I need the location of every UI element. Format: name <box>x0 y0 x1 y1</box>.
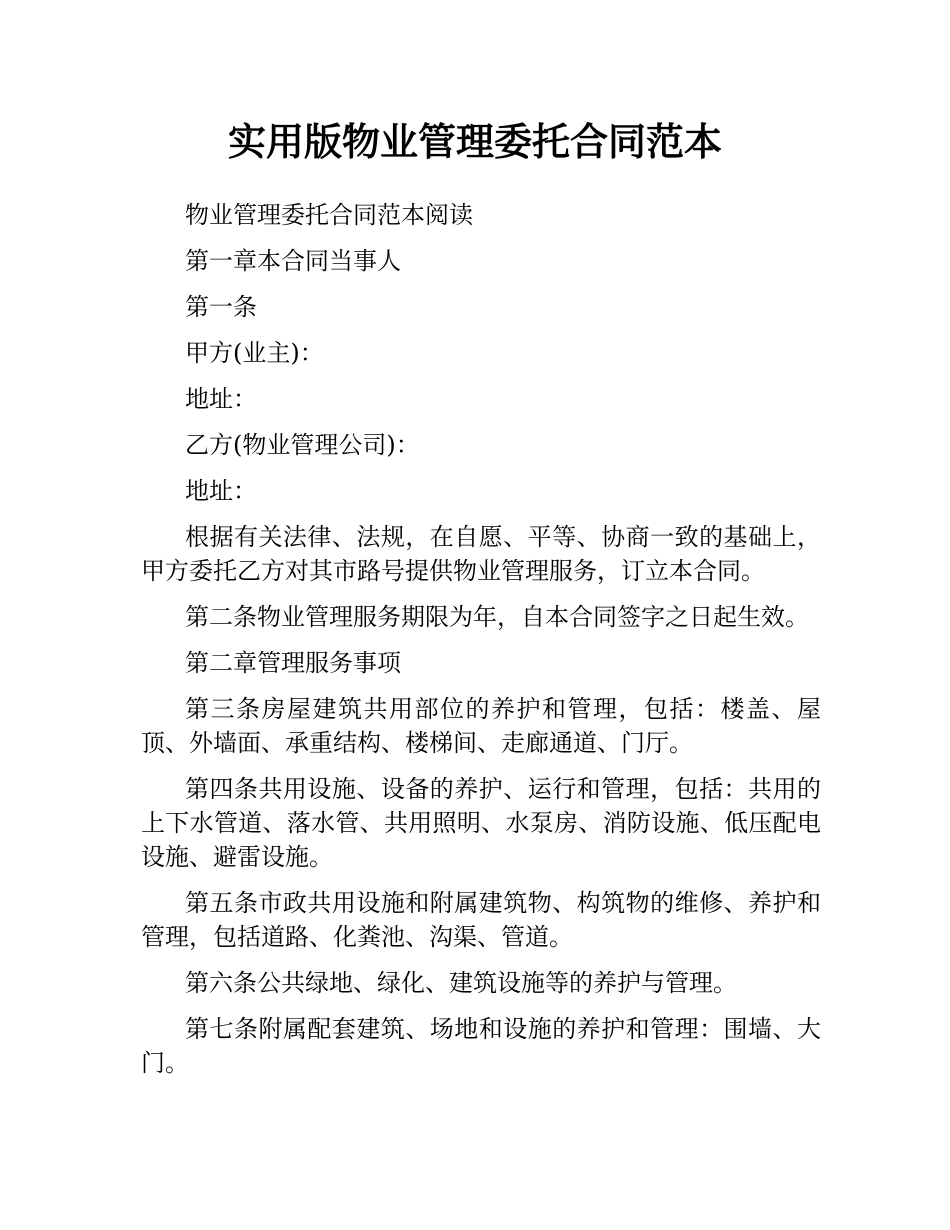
party-a-address-line: 地址： <box>185 385 257 413</box>
chapter-1-heading: 第一章本合同当事人 <box>185 247 401 275</box>
article-5: 第五条市政共用设施和附属建筑物、构筑物的维修、养护和管理，包括道路、化粪池、沟渠、管道。 <box>141 889 821 951</box>
party-b-address-line: 地址： <box>185 477 257 505</box>
article-6: 第六条公共绿地、绿化、建筑设施等的养护与管理。 <box>185 969 737 997</box>
article-2: 第二条物业管理服务期限为年，自本合同签字之日起生效。 <box>185 603 809 631</box>
article-7: 第七条附属配套建筑、场地和设施的养护和管理：围墙、大门。 <box>141 1015 821 1077</box>
document-title: 实用版物业管理委托合同范本 <box>227 120 722 164</box>
party-a-line: 甲方(业主)： <box>185 339 324 367</box>
article-1-heading: 第一条 <box>185 293 257 321</box>
party-b-line: 乙方(物业管理公司)： <box>185 431 420 459</box>
document-body <box>141 198 821 1092</box>
article-3: 第三条房屋建筑共用部位的养护和管理，包括：楼盖、屋顶、外墙面、承重结构、楼梯间、走廊通道、门厅。 <box>141 695 821 757</box>
paragraph-intro: 物业管理委托合同范本阅读 <box>185 201 473 229</box>
paragraph-basis: 根据有关法律、法规，在自愿、平等、协商一致的基础上，甲方委托乙方对其市路号提供物业管理服务，订立本合同。 <box>141 523 821 585</box>
chapter-2-heading: 第二章管理服务事项 <box>185 649 401 677</box>
article-4: 第四条共用设施、设备的养护、运行和管理，包括：共用的上下水管道、落水管、共用照明、水泵房、消防设施、低压配电设施、避雷设施。 <box>141 775 821 871</box>
